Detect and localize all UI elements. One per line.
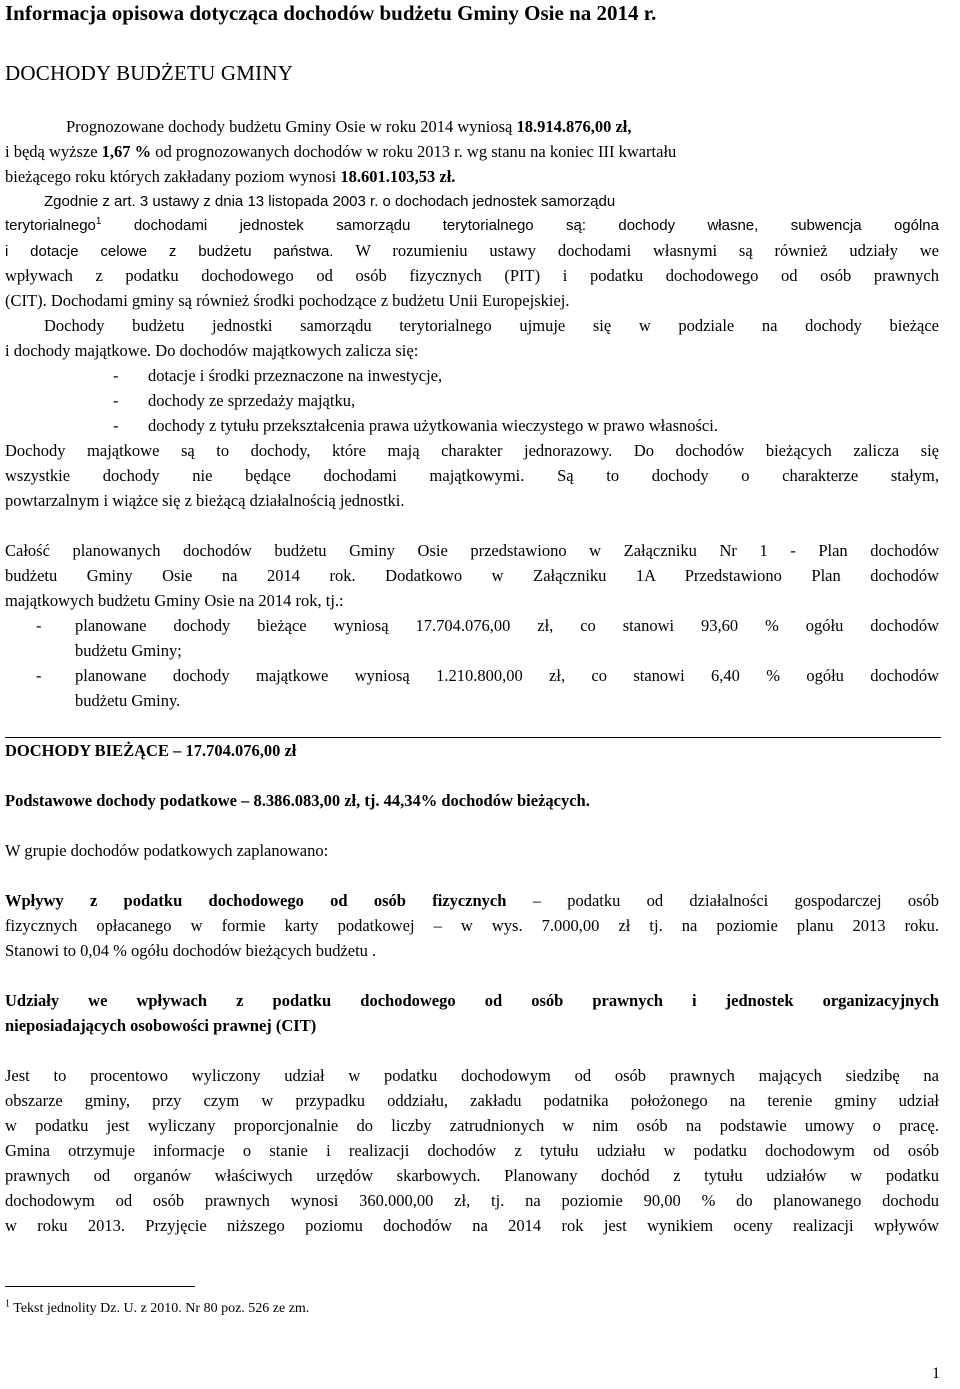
intro-line-5 bbox=[5, 214, 939, 238]
bullet-dash: - bbox=[113, 366, 119, 385]
intro-line-6 bbox=[5, 239, 939, 264]
text: od prognozowanych dochodów w roku 2013 r. wg stanu na koniec III kwartału bbox=[151, 142, 677, 161]
cit-line-6: dochodowym od osób prawnych wynosi 360.000,00 zł, tj. na poziomie 90,00 % do planowanego dochodu bbox=[5, 1191, 939, 1210]
plan-item-1-cont: budżetu Gminy; bbox=[75, 641, 182, 660]
cit-line-1: Jest to procentowo wyliczony udział w podatku dochodowym od osób prawnych mających siedzibę na bbox=[5, 1066, 939, 1085]
current-income-heading: DOCHODY BIEŻĄCE – 17.704.076,00 zł bbox=[5, 741, 297, 760]
text: – podatku od działalności gospodarczej osób bbox=[506, 891, 939, 910]
text: terytorialnego bbox=[5, 217, 96, 234]
page-number: 1 bbox=[932, 1365, 940, 1382]
document-title: Informacja opisowa dotycząca dochodów budżetu Gminy Osie na 2014 r. bbox=[5, 1, 657, 25]
tax-group-intro: W grupie dochodów podatkowych zaplanowano: bbox=[5, 841, 329, 860]
intro-line-2 bbox=[5, 140, 939, 164]
q3-level-value: 18.601.103,53 zł. bbox=[340, 167, 456, 186]
intro-line-3 bbox=[5, 165, 939, 189]
intro-line-14: Dochody majątkowe są to dochody, które mają charakter jednorazowy. Do dochodów bieżących zalicza się bbox=[5, 441, 939, 460]
bullet-item: dotacje i środki przeznaczone na inwestycje, bbox=[148, 366, 443, 385]
cit-heading-line-2: nieposiadających osobowości prawnej (CIT) bbox=[5, 1016, 317, 1035]
intro-line-1 bbox=[66, 115, 939, 139]
growth-percent: 1,67 % bbox=[101, 142, 152, 161]
horizontal-rule bbox=[5, 737, 941, 738]
intro-line-8: (CIT). Dochodami gminy są również środki pochodzące z budżetu Unii Europejskiej. bbox=[5, 291, 570, 310]
bullet-dash: - bbox=[113, 391, 119, 410]
intro-line-9: Dochody budżetu jednostki samorządu terytorialnego ujmuje się w podziale na dochody bieżące bbox=[44, 316, 939, 335]
plan-item-2: planowane dochody majątkowe wyniosą 1.210.800,00 zł, co stanowi 6,40 % ogółu dochodów bbox=[75, 666, 939, 685]
plan-dash: - bbox=[36, 616, 42, 635]
pit-line-3: Stanowi to 0,04 % ogółu dochodów bieżących budżetu . bbox=[5, 941, 377, 960]
bullet-dash: - bbox=[113, 416, 119, 435]
text: W rozumieniu ustawy dochodami własnymi są również udziały we bbox=[355, 241, 939, 260]
total-income-value: 18.914.876,00 zł, bbox=[516, 117, 632, 136]
footnote-number: 1 bbox=[5, 1298, 10, 1310]
plan-line-1: Całość planowanych dochodów budżetu Gminy Osie przedstawiono w Załączniku Nr 1 - Plan dochodów bbox=[5, 541, 939, 560]
pit-line-1 bbox=[5, 889, 939, 913]
footnote-ref: 1 bbox=[95, 216, 102, 227]
footnote bbox=[5, 1298, 310, 1317]
intro-line-15: wszystkie dochody nie będące dochodami majątkowymi. Są to dochody o charakterze stałym, bbox=[5, 466, 939, 485]
section-heading-dochody: DOCHODY BUDŻETU GMINY bbox=[5, 61, 294, 85]
text: bieżącego roku których zakładany poziom wynosi bbox=[5, 167, 341, 186]
plan-dash: - bbox=[36, 666, 42, 685]
cit-heading-line-1: Udziały we wpływach z podatku dochodowego od osób prawnych i jednostek organizacyjnych bbox=[5, 991, 939, 1010]
intro-line-10: i dochody majątkowe. Do dochodów majątkowych zalicza się: bbox=[5, 341, 419, 360]
text: i dotacje celowe z budżetu państwa. bbox=[5, 243, 356, 260]
bullet-item: dochody ze sprzedaży majątku, bbox=[148, 391, 356, 410]
text: Zgodnie z art. 3 ustawy z dnia 13 listopada 2003 r. bbox=[44, 193, 383, 210]
plan-item-1: planowane dochody bieżące wyniosą 17.704.076,00 zł, co stanowi 93,60 % ogółu dochodów bbox=[75, 616, 939, 635]
footnote-text: Tekst jednolity Dz. U. z 2010. Nr 80 poz. 526 ze zm. bbox=[10, 1301, 310, 1316]
cit-line-3: w podatku jest wyliczany proporcjonalnie do liczby zatrudnionych w nim osób na podstawie umowy o pracę. bbox=[5, 1116, 939, 1135]
bullet-item: dochody z tytułu przekształcenia prawa użytkowania wieczystego w prawo własności. bbox=[148, 416, 718, 435]
intro-line-4 bbox=[44, 190, 939, 214]
plan-line-3: majątkowych budżetu Gminy Osie na 2014 rok, tj.: bbox=[5, 591, 344, 610]
pit-heading: Wpływy z podatku dochodowego od osób fizycznych bbox=[5, 891, 507, 910]
text: i będą wyższe bbox=[5, 142, 102, 161]
pit-line-2: fizycznych opłacanego w formie karty podatkowej – w wys. 7.000,00 zł tj. na poziomie planu 2013 roku. bbox=[5, 916, 939, 935]
text: Prognozowane dochody budżetu Gminy Osie w roku 2014 wyniosą bbox=[66, 117, 517, 136]
cit-line-4: Gmina otrzymuje informacje o stanie i realizacji dochodów z tytułu udziału w podatku dochodowym od osób bbox=[5, 1141, 939, 1160]
text: dochodami jednostek samorządu terytorialnego są: dochody własne, subwencja ogólna bbox=[101, 217, 939, 234]
cit-line-7: w roku 2013. Przyjęcie niższego poziomu dochodów na 2014 rok jest wynikiem oceny realizacji wpływów bbox=[5, 1216, 939, 1235]
text: o dochodach jednostek samorządu bbox=[382, 193, 616, 210]
footnote-separator bbox=[5, 1286, 195, 1287]
plan-line-2: budżetu Gminy Osie na 2014 rok. Dodatkowo w Załączniku 1A Przedstawiono Plan dochodów bbox=[5, 566, 939, 585]
cit-line-5: prawnych od organów właściwych urzędów skarbowych. Planowany dochód z tytułu udziałów w podatku bbox=[5, 1166, 939, 1185]
intro-line-7: wpływach z podatku dochodowego od osób fizycznych (PIT) i podatku dochodowego od osób prawnych bbox=[5, 266, 939, 285]
cit-line-2: obszarze gminy, przy czym w przypadku oddziału, zakładu podatnika położonego na terenie gminy udział bbox=[5, 1091, 939, 1110]
intro-line-16: powtarzalnym i wiążce się z bieżącą działalnością jednostki. bbox=[5, 491, 405, 510]
plan-item-2-cont: budżetu Gminy. bbox=[75, 691, 181, 710]
basic-tax-income: Podstawowe dochody podatkowe – 8.386.083,00 zł, tj. 44,34% dochodów bieżących. bbox=[5, 791, 590, 810]
